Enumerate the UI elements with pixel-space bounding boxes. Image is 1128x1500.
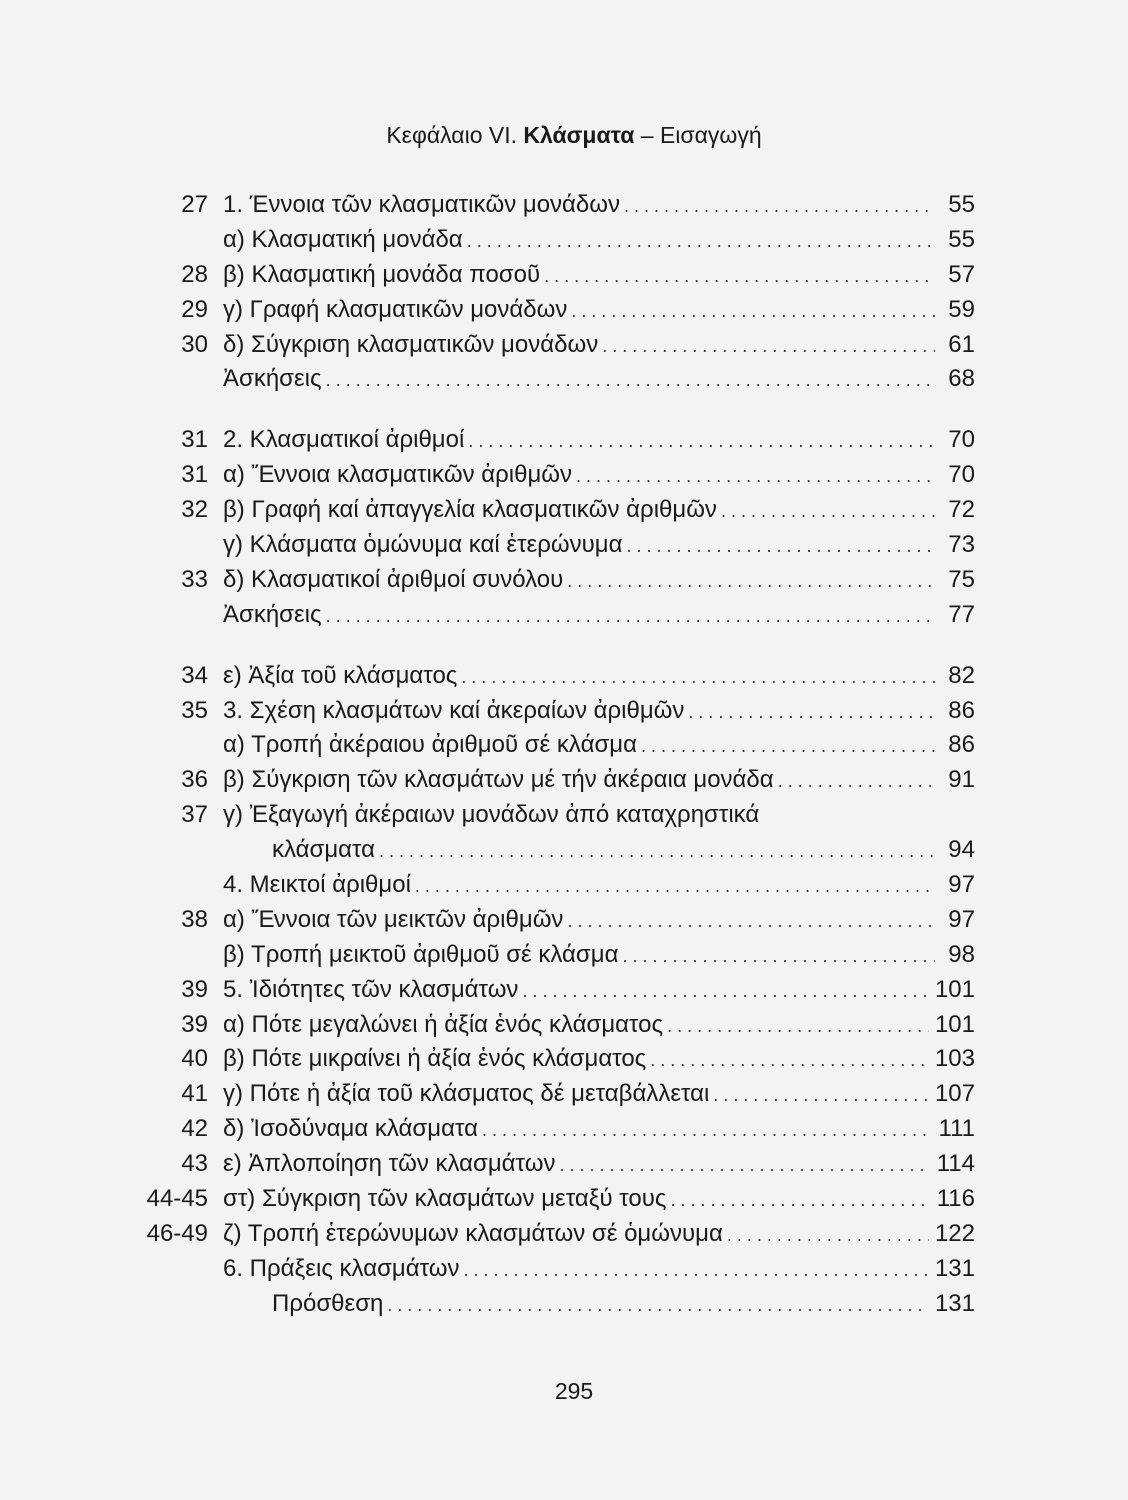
table-of-contents: [120, 188, 975, 1322]
toc-entry: [223, 188, 975, 224]
toc-row: [120, 938, 975, 973]
entry-title: 5. Ἰδιότητες τῶν κλασμάτων: [223, 975, 519, 1003]
toc-entry: [223, 868, 975, 904]
toc-entry: [223, 938, 975, 974]
exercise-number: 44-45: [146, 1185, 208, 1213]
exercise-number: 31: [181, 426, 208, 454]
toc-entry: [223, 1112, 975, 1148]
dot-leader: [602, 329, 935, 364]
entry-page-number: 61: [948, 330, 975, 358]
entry-page-number: 131: [934, 1254, 975, 1282]
toc-row: [120, 1008, 975, 1043]
dot-leader: [567, 564, 935, 599]
entry-title: Πρόσθεση: [272, 1289, 384, 1317]
dot-leader: [624, 189, 935, 224]
toc-entry: [223, 1008, 975, 1044]
dot-leader: [522, 974, 929, 1009]
entry-title: α) Ἔννοια κλασματικῶν ἀριθμῶν: [223, 461, 573, 489]
entry-page-number: 107: [934, 1080, 975, 1108]
toc-row: [120, 1217, 975, 1252]
dot-leader: [461, 660, 935, 695]
entry-title: δ) Κλασματικοί ἀριθμοί συνόλου: [223, 565, 564, 593]
entry-page-number: 131: [934, 1289, 975, 1317]
dot-leader: [778, 764, 935, 799]
entry-title: δ) Ἰσοδύναμα κλάσματα: [223, 1115, 478, 1143]
entry-page-number: 55: [948, 191, 975, 218]
entry-title: β) Τροπή μεικτοῦ ἀριθμοῦ σέ κλάσμα: [223, 940, 619, 968]
exercise-number: 29: [181, 295, 208, 323]
dot-leader: [626, 529, 935, 564]
chapter-prefix: Κεφάλαιο VI.: [386, 122, 524, 148]
exercise-number: 33: [181, 565, 208, 593]
dot-leader: [641, 729, 935, 764]
entry-title: δ) Σύγκριση κλασματικῶν μονάδων: [223, 330, 599, 358]
entry-title: Ἀσκήσεις: [223, 600, 322, 628]
toc-entry: [223, 493, 975, 529]
entry-page-number: 114: [936, 1150, 975, 1178]
entry-page-number: 86: [948, 696, 975, 724]
dot-leader: [559, 1148, 930, 1183]
entry-title: α) Πότε μεγαλώνει ἡ ἀξία ἑνός κλάσματος: [223, 1010, 664, 1038]
toc-row: [120, 903, 975, 938]
exercise-number: 42: [181, 1115, 208, 1143]
toc-entry: [223, 223, 975, 259]
dot-leader: [688, 695, 935, 730]
entry-page-number: 97: [948, 905, 975, 933]
toc-entry: [272, 833, 975, 869]
toc-row: [120, 598, 975, 633]
toc-entry: [223, 903, 975, 939]
exercise-number: 39: [181, 975, 208, 1003]
dot-leader: [571, 294, 935, 329]
toc-row: [120, 423, 975, 458]
toc-row: [120, 868, 975, 903]
chapter-heading: [0, 122, 1128, 149]
toc-entry: [223, 694, 975, 730]
entry-page-number: 57: [948, 260, 975, 288]
exercise-number: 35: [181, 696, 208, 724]
dot-leader: [713, 1078, 929, 1113]
entry-title: β) Κλασματική μονάδα ποσοῦ: [223, 260, 541, 288]
entry-page-number: 68: [948, 365, 975, 393]
dot-leader: [650, 1043, 929, 1078]
toc-entry: [223, 258, 975, 294]
exercise-number: 38: [181, 905, 208, 933]
entry-page-number: 94: [948, 836, 975, 864]
exercise-number: 39: [181, 1010, 208, 1038]
toc-entry: [223, 1042, 975, 1078]
entry-title: ζ) Τροπή ἑτερώνυμων κλασμάτων σέ ὁμώνυμα: [223, 1219, 723, 1247]
entry-page-number: 122: [934, 1219, 975, 1247]
entry-page-number: 86: [948, 731, 975, 759]
dot-leader: [379, 834, 935, 869]
toc-row: [120, 458, 975, 493]
entry-title: α) Κλασματική μονάδα: [223, 225, 463, 253]
dot-leader: [326, 599, 935, 634]
dot-leader: [670, 1183, 930, 1218]
entry-page-number: 75: [948, 565, 975, 593]
toc-entry: [223, 293, 975, 329]
toc-entry: [223, 458, 975, 494]
entry-title: 6. Πράξεις κλασμάτων: [223, 1254, 460, 1282]
entry-title: α) Τροπή ἀκέραιου ἀριθμοῦ σέ κλάσμα: [223, 731, 637, 759]
dot-leader: [468, 424, 935, 459]
exercise-number: 30: [181, 330, 208, 358]
exercise-number: 37: [181, 801, 208, 829]
entry-page-number: 77: [948, 600, 975, 628]
toc-entry: [223, 1147, 975, 1183]
entry-title: γ) Κλάσματα ὁμώνυμα καί ἑτερώνυμα: [223, 531, 623, 559]
exercise-number: 34: [181, 661, 208, 689]
toc-row: [120, 563, 975, 598]
entry-page-number: 70: [948, 426, 975, 454]
toc-entry: [223, 598, 975, 634]
entry-title: β) Γραφή καί ἀπαγγελία κλασματικῶν ἀριθμῶν: [223, 496, 717, 524]
entry-page-number: 72: [948, 496, 975, 524]
entry-page-number: 97: [948, 871, 975, 899]
toc-row: [120, 362, 975, 397]
toc-row: [120, 223, 975, 258]
entry-page-number: 111: [938, 1115, 975, 1143]
toc-row: [120, 798, 975, 833]
toc-entry: [223, 1252, 975, 1288]
entry-page-number: 103: [934, 1045, 975, 1073]
toc-entry: [272, 1287, 975, 1323]
entry-title: κλάσματα: [272, 836, 376, 864]
toc-row: [120, 728, 975, 763]
toc-row: [120, 528, 975, 563]
toc-row: [120, 1252, 975, 1287]
entry-title: 3. Σχέση κλασμάτων καί ἀκεραίων ἀριθμῶν: [223, 696, 685, 724]
page-number: 295: [554, 1378, 594, 1404]
entry-page-number: 55: [948, 225, 975, 253]
dot-leader: [667, 1009, 929, 1044]
entry-title: ε) Ἀξία τοῦ κλάσματος: [223, 661, 458, 689]
toc-entry: [223, 728, 975, 764]
entry-title: γ) Ἐξαγωγή ἀκέραιων μονάδων ἀπό καταχρηστικά: [223, 801, 760, 829]
toc-entry: [223, 1077, 975, 1113]
entry-title: ε) Ἀπλοποίηση τῶν κλασμάτων: [223, 1150, 556, 1178]
entry-page-number: 91: [948, 766, 975, 794]
dot-leader: [576, 459, 935, 494]
entry-title: β) Πότε μικραίνει ἡ ἀξία ἑνός κλάσματος: [223, 1045, 647, 1073]
dot-leader: [463, 1253, 928, 1288]
entry-page-number: 116: [936, 1185, 975, 1213]
toc-row: [120, 1042, 975, 1077]
toc-row: [120, 1147, 975, 1182]
toc-entry: [223, 763, 975, 799]
entry-page-number: 59: [948, 295, 975, 323]
entry-title: 4. Μεικτοί ἀριθμοί: [223, 871, 411, 899]
dot-leader: [727, 1218, 929, 1253]
toc-entry: [223, 973, 975, 1009]
dot-leader: [467, 224, 935, 259]
toc-entry: [223, 423, 975, 459]
dot-leader: [326, 363, 935, 398]
exercise-number: 40: [181, 1045, 208, 1073]
exercise-number: 36: [181, 766, 208, 794]
toc-entry: [223, 362, 975, 398]
toc-row: [120, 659, 975, 694]
exercise-number: 46-49: [146, 1219, 208, 1247]
exercise-number: 43: [181, 1150, 208, 1178]
chapter-topic: Κλάσματα: [523, 122, 635, 148]
toc-row: [120, 258, 975, 293]
toc-entry: [223, 659, 975, 695]
entry-title: στ) Σύγκριση τῶν κλασμάτων μεταξύ τους: [223, 1185, 667, 1213]
dot-leader: [544, 259, 935, 294]
dot-leader: [622, 939, 935, 974]
entry-page-number: 70: [948, 461, 975, 489]
entry-page-number: 98: [948, 940, 975, 968]
entry-page-number: 73: [948, 531, 975, 559]
dot-leader: [482, 1113, 933, 1148]
chapter-suffix: – Εισαγωγή: [634, 122, 762, 148]
exercise-number: 27: [181, 191, 208, 218]
toc-row: [120, 188, 975, 223]
entry-title: Ἀσκήσεις: [223, 365, 322, 393]
toc-entry: [223, 528, 975, 564]
toc-row: [120, 833, 975, 868]
exercise-number: 32: [181, 496, 208, 524]
toc-row: [120, 328, 975, 363]
entry-page-number: 101: [934, 975, 975, 1003]
toc-entry: [223, 798, 975, 833]
toc-entry: [223, 1182, 975, 1218]
entry-title: α) Ἔννοια τῶν μεικτῶν ἀριθμῶν: [223, 905, 564, 933]
entry-page-number: 82: [948, 661, 975, 689]
toc-entry: [223, 328, 975, 364]
toc-row: [120, 694, 975, 729]
exercise-number: 41: [181, 1080, 208, 1108]
entry-title: 2. Κλασματικοί ἀριθμοί: [223, 426, 465, 454]
entry-title: γ) Πότε ἡ ἀξία τοῦ κλάσματος δέ μεταβάλλεται: [223, 1080, 710, 1108]
entry-page-number: 101: [934, 1010, 975, 1038]
toc-entry: [223, 563, 975, 599]
exercise-number: 31: [181, 461, 208, 489]
toc-row: [120, 1182, 975, 1217]
exercise-number: 28: [181, 260, 208, 288]
dot-leader: [567, 904, 935, 939]
dot-leader: [387, 1288, 929, 1323]
entry-title: γ) Γραφή κλασματικῶν μονάδων: [223, 295, 568, 323]
toc-row: [120, 973, 975, 1008]
toc-row: [120, 493, 975, 528]
dot-leader: [721, 494, 935, 529]
toc-row: [120, 293, 975, 328]
dot-leader: [415, 869, 935, 904]
toc-row: [120, 1287, 975, 1322]
entry-title: 1. Έννοια τῶν κλασματικῶν μονάδων: [223, 191, 621, 218]
toc-row: [120, 1112, 975, 1147]
toc-row: [120, 763, 975, 798]
entry-title: β) Σύγκριση τῶν κλασμάτων μέ τήν ἀκέραια μονάδα: [223, 766, 774, 794]
toc-row: [120, 1077, 975, 1112]
toc-entry: [223, 1217, 975, 1253]
